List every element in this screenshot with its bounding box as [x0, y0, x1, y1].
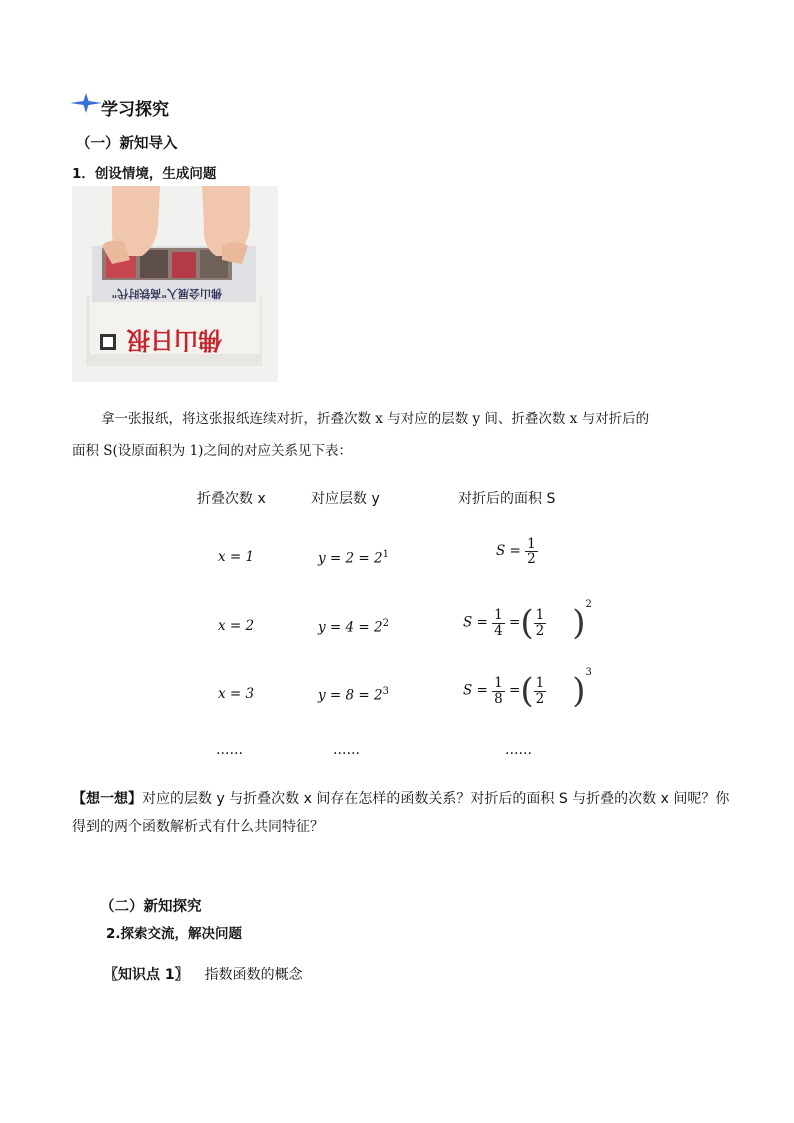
table-header-y: 对应层数 y — [311, 491, 380, 507]
step2-heading: 2.探索交流，解决问题 — [106, 926, 243, 942]
row2-s-exponent: 2 — [585, 599, 592, 610]
part1-heading: （一）新知导入 — [76, 136, 178, 152]
intro-line-1: 拿一张报纸，将这张报纸连续对折，折叠次数 x 与对应的层数 y 间、折叠次数 x 与对折后的 — [101, 411, 650, 427]
row1-s-prefix: S = — [496, 543, 521, 560]
think-line-2: 得到的两个函数解析式有什么共同特征？ — [72, 819, 324, 835]
row2-s: S = $\frac{1}{4}$ =( $\frac{1}{2}$ )$^2$ — [463, 599, 592, 643]
intro-line-2: 面积 S(设原面积为 1)之间的对应关系见下表： — [72, 443, 352, 459]
row2-s-prefix: S = — [463, 614, 488, 631]
ellipsis-s: …… — [505, 742, 532, 758]
ellipsis-y: …… — [333, 742, 360, 758]
knowledge-point — [104, 964, 303, 984]
masthead-text: 佛山日报 — [126, 326, 222, 355]
row1-x: x = 1 — [218, 549, 255, 565]
row2-s-numerator: 1 — [494, 607, 503, 624]
row1-y — [318, 549, 389, 567]
row3-s-exponent: 3 — [585, 667, 592, 678]
row3-s: S = $\frac{1}{8}$ =( $\frac{1}{2}$ )$^3$ — [463, 667, 592, 711]
table-header-s: 对折后的面积 S — [458, 491, 556, 507]
row2-y — [318, 618, 389, 636]
think-text-1: 对应的层数 y 与折叠次数 x 间存在怎样的函数关系？对折后的面积 S 与折叠的次数 x 间呢？你 — [142, 791, 730, 807]
row2-s-denominator: 4 — [494, 622, 503, 639]
row3-s-denominator: 8 — [494, 690, 503, 707]
knowledge-title: 指数函数的概念 — [204, 967, 303, 983]
row2-s-rhs-numerator: 1 — [535, 607, 545, 624]
row2-x: x = 2 — [218, 618, 255, 634]
table-header-x: 折叠次数 x — [197, 491, 266, 507]
row3-y-exponent: 3 — [382, 686, 389, 697]
row2-y-expr: y = 4 = 2 — [318, 619, 383, 636]
row1-s-numerator: 1 — [527, 536, 536, 552]
step1-heading: 1．创设情境，生成问题 — [72, 166, 217, 182]
row3-y — [318, 686, 389, 704]
row3-y-expr: y = 8 = 2 — [318, 687, 383, 704]
row1-y-exponent: 1 — [382, 549, 389, 560]
row1-s-denominator: 2 — [527, 551, 536, 568]
row3-s-rhs-numerator: 1 — [535, 675, 545, 692]
headline-text: 佛山会展入"高铁时代" — [111, 287, 222, 300]
knowledge-label: 〖知识点 1〗 — [104, 967, 189, 983]
row2-y-exponent: 2 — [382, 618, 389, 629]
row3-s-numerator: 1 — [494, 675, 503, 692]
row3-s-rhs-denominator: 2 — [535, 690, 545, 707]
row3-s-prefix: S = — [463, 682, 488, 699]
think-line-1 — [72, 788, 729, 808]
think-label: 【想一想】 — [72, 791, 142, 807]
section-title: 学习探究 — [101, 100, 169, 120]
row3-x: x = 3 — [218, 686, 255, 702]
newspaper-photo — [72, 186, 278, 382]
four-point-star-icon — [70, 93, 102, 113]
ellipsis-x: …… — [216, 742, 243, 758]
row2-s-rhs-denominator: 2 — [535, 622, 545, 639]
part2-heading: （二）新知探究 — [100, 899, 202, 915]
row1-y-expr: y = 2 = 2 — [318, 550, 383, 567]
row1-s — [496, 537, 538, 566]
